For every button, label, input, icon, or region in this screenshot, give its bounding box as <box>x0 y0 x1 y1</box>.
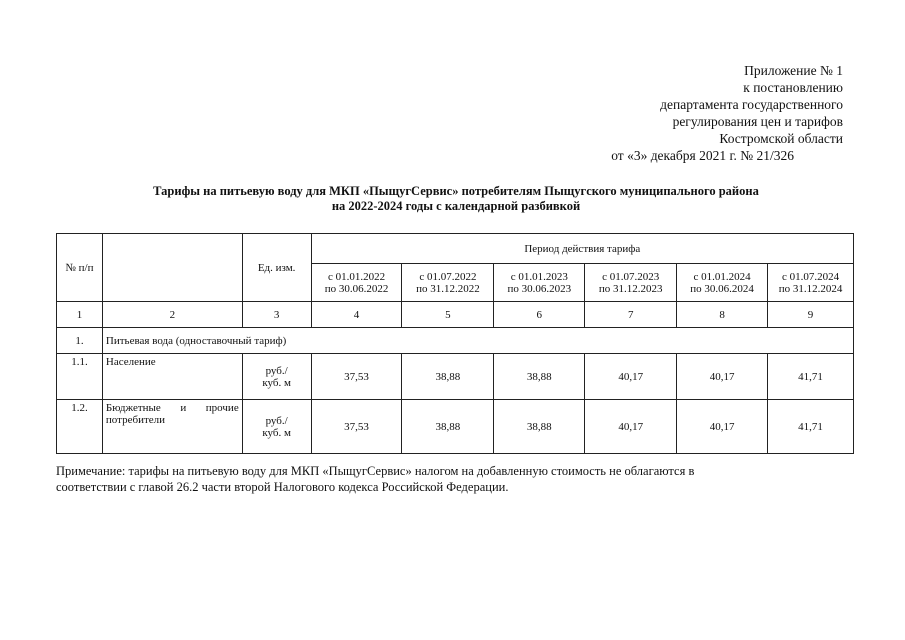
period-to: по 31.12.2022 <box>416 282 480 295</box>
period-cell <box>311 264 402 302</box>
period-cell <box>585 264 677 302</box>
column-number: 4 <box>311 302 402 328</box>
tariff-value: 37,53 <box>311 354 402 400</box>
appendix-line-5: Костромской области <box>719 131 843 146</box>
period-from: с 01.07.2024 <box>781 270 840 283</box>
tariff-table <box>56 233 854 454</box>
appendix-line-6: от «3» декабря 2021 г. № 21/326 <box>611 148 794 163</box>
row-name: Население <box>102 354 242 400</box>
period-cell <box>494 264 585 302</box>
period-cell <box>402 264 494 302</box>
unit-bottom: куб. м <box>262 426 291 439</box>
column-number: 2 <box>102 302 242 328</box>
row-name-line-2: потребители <box>105 414 166 426</box>
appendix-header <box>611 62 843 164</box>
document-title-line-1: Тарифы на питьевую воду для МКП «ПыщугСервис» потребителям Пыщугского муниципального района <box>153 184 759 198</box>
header-period: Период действия тарифа <box>311 234 853 264</box>
appendix-line-1: Приложение № 1 <box>744 63 843 78</box>
footnote-line-2: соответствии с главой 26.2 части второй Налогового кодекса Российской Федерации. <box>56 480 509 494</box>
tariff-value: 41,71 <box>768 400 854 454</box>
period-to: по 30.06.2022 <box>324 282 389 295</box>
tariff-value: 40,17 <box>677 400 768 454</box>
table-header-row-1 <box>57 234 854 264</box>
header-name <box>102 234 242 302</box>
period-from: с 01.01.2024 <box>693 270 751 283</box>
section-label: Питьевая вода (одноставочный тариф) <box>102 328 853 354</box>
tariff-value: 38,88 <box>494 400 585 454</box>
row-unit <box>242 354 311 400</box>
row-num: 1.1. <box>57 354 103 400</box>
period-to: по 31.12.2023 <box>598 282 663 295</box>
footnote-line-1: Примечание: тарифы на питьевую воду для МКП «ПыщугСервис» налогом на добавленную стоимость не облагаются в <box>56 464 695 478</box>
tariff-value: 37,53 <box>311 400 402 454</box>
column-number: 6 <box>494 302 585 328</box>
unit-top: руб./ <box>265 414 288 427</box>
table-row <box>57 400 854 454</box>
row-name <box>102 400 242 454</box>
column-number-row <box>57 302 854 328</box>
tariff-value: 38,88 <box>402 400 494 454</box>
tariff-value: 40,17 <box>677 354 768 400</box>
column-number: 1 <box>57 302 103 328</box>
period-from: с 01.01.2023 <box>510 270 568 283</box>
appendix-line-2: к постановлению <box>743 80 843 95</box>
tariff-value: 41,71 <box>768 354 854 400</box>
period-to: по 30.06.2024 <box>690 282 754 295</box>
section-num: 1. <box>57 328 103 354</box>
period-from: с 01.01.2022 <box>327 270 386 283</box>
header-unit: Ед. изм. <box>242 234 311 302</box>
period-to: по 30.06.2023 <box>507 282 572 295</box>
tariff-value: 40,17 <box>585 400 677 454</box>
period-cell <box>677 264 768 302</box>
footnote <box>56 463 856 495</box>
appendix-line-3: департамента государственного <box>660 97 843 112</box>
appendix-line-4: регулирования цен и тарифов <box>672 114 843 129</box>
row-num: 1.2. <box>57 400 103 454</box>
column-number: 7 <box>585 302 677 328</box>
column-number: 8 <box>677 302 768 328</box>
period-from: с 01.07.2023 <box>602 270 660 283</box>
unit-bottom: куб. м <box>262 376 291 389</box>
period-to: по 31.12.2024 <box>778 282 843 295</box>
document-title-line-2: на 2022-2024 годы с календарной разбивкой <box>331 199 581 213</box>
section-row <box>57 328 854 354</box>
unit-top: руб./ <box>265 364 288 377</box>
tariff-value: 38,88 <box>494 354 585 400</box>
period-from: с 01.07.2022 <box>419 270 477 283</box>
row-name-line-1: Бюджетные и прочие <box>105 402 239 414</box>
period-cell <box>768 264 854 302</box>
tariff-value: 40,17 <box>585 354 677 400</box>
table-row <box>57 354 854 400</box>
column-number: 3 <box>242 302 311 328</box>
column-number: 5 <box>402 302 494 328</box>
document-title <box>56 184 856 214</box>
row-unit <box>242 400 311 454</box>
header-num: № п/п <box>57 234 103 302</box>
column-number: 9 <box>768 302 854 328</box>
tariff-value: 38,88 <box>402 354 494 400</box>
